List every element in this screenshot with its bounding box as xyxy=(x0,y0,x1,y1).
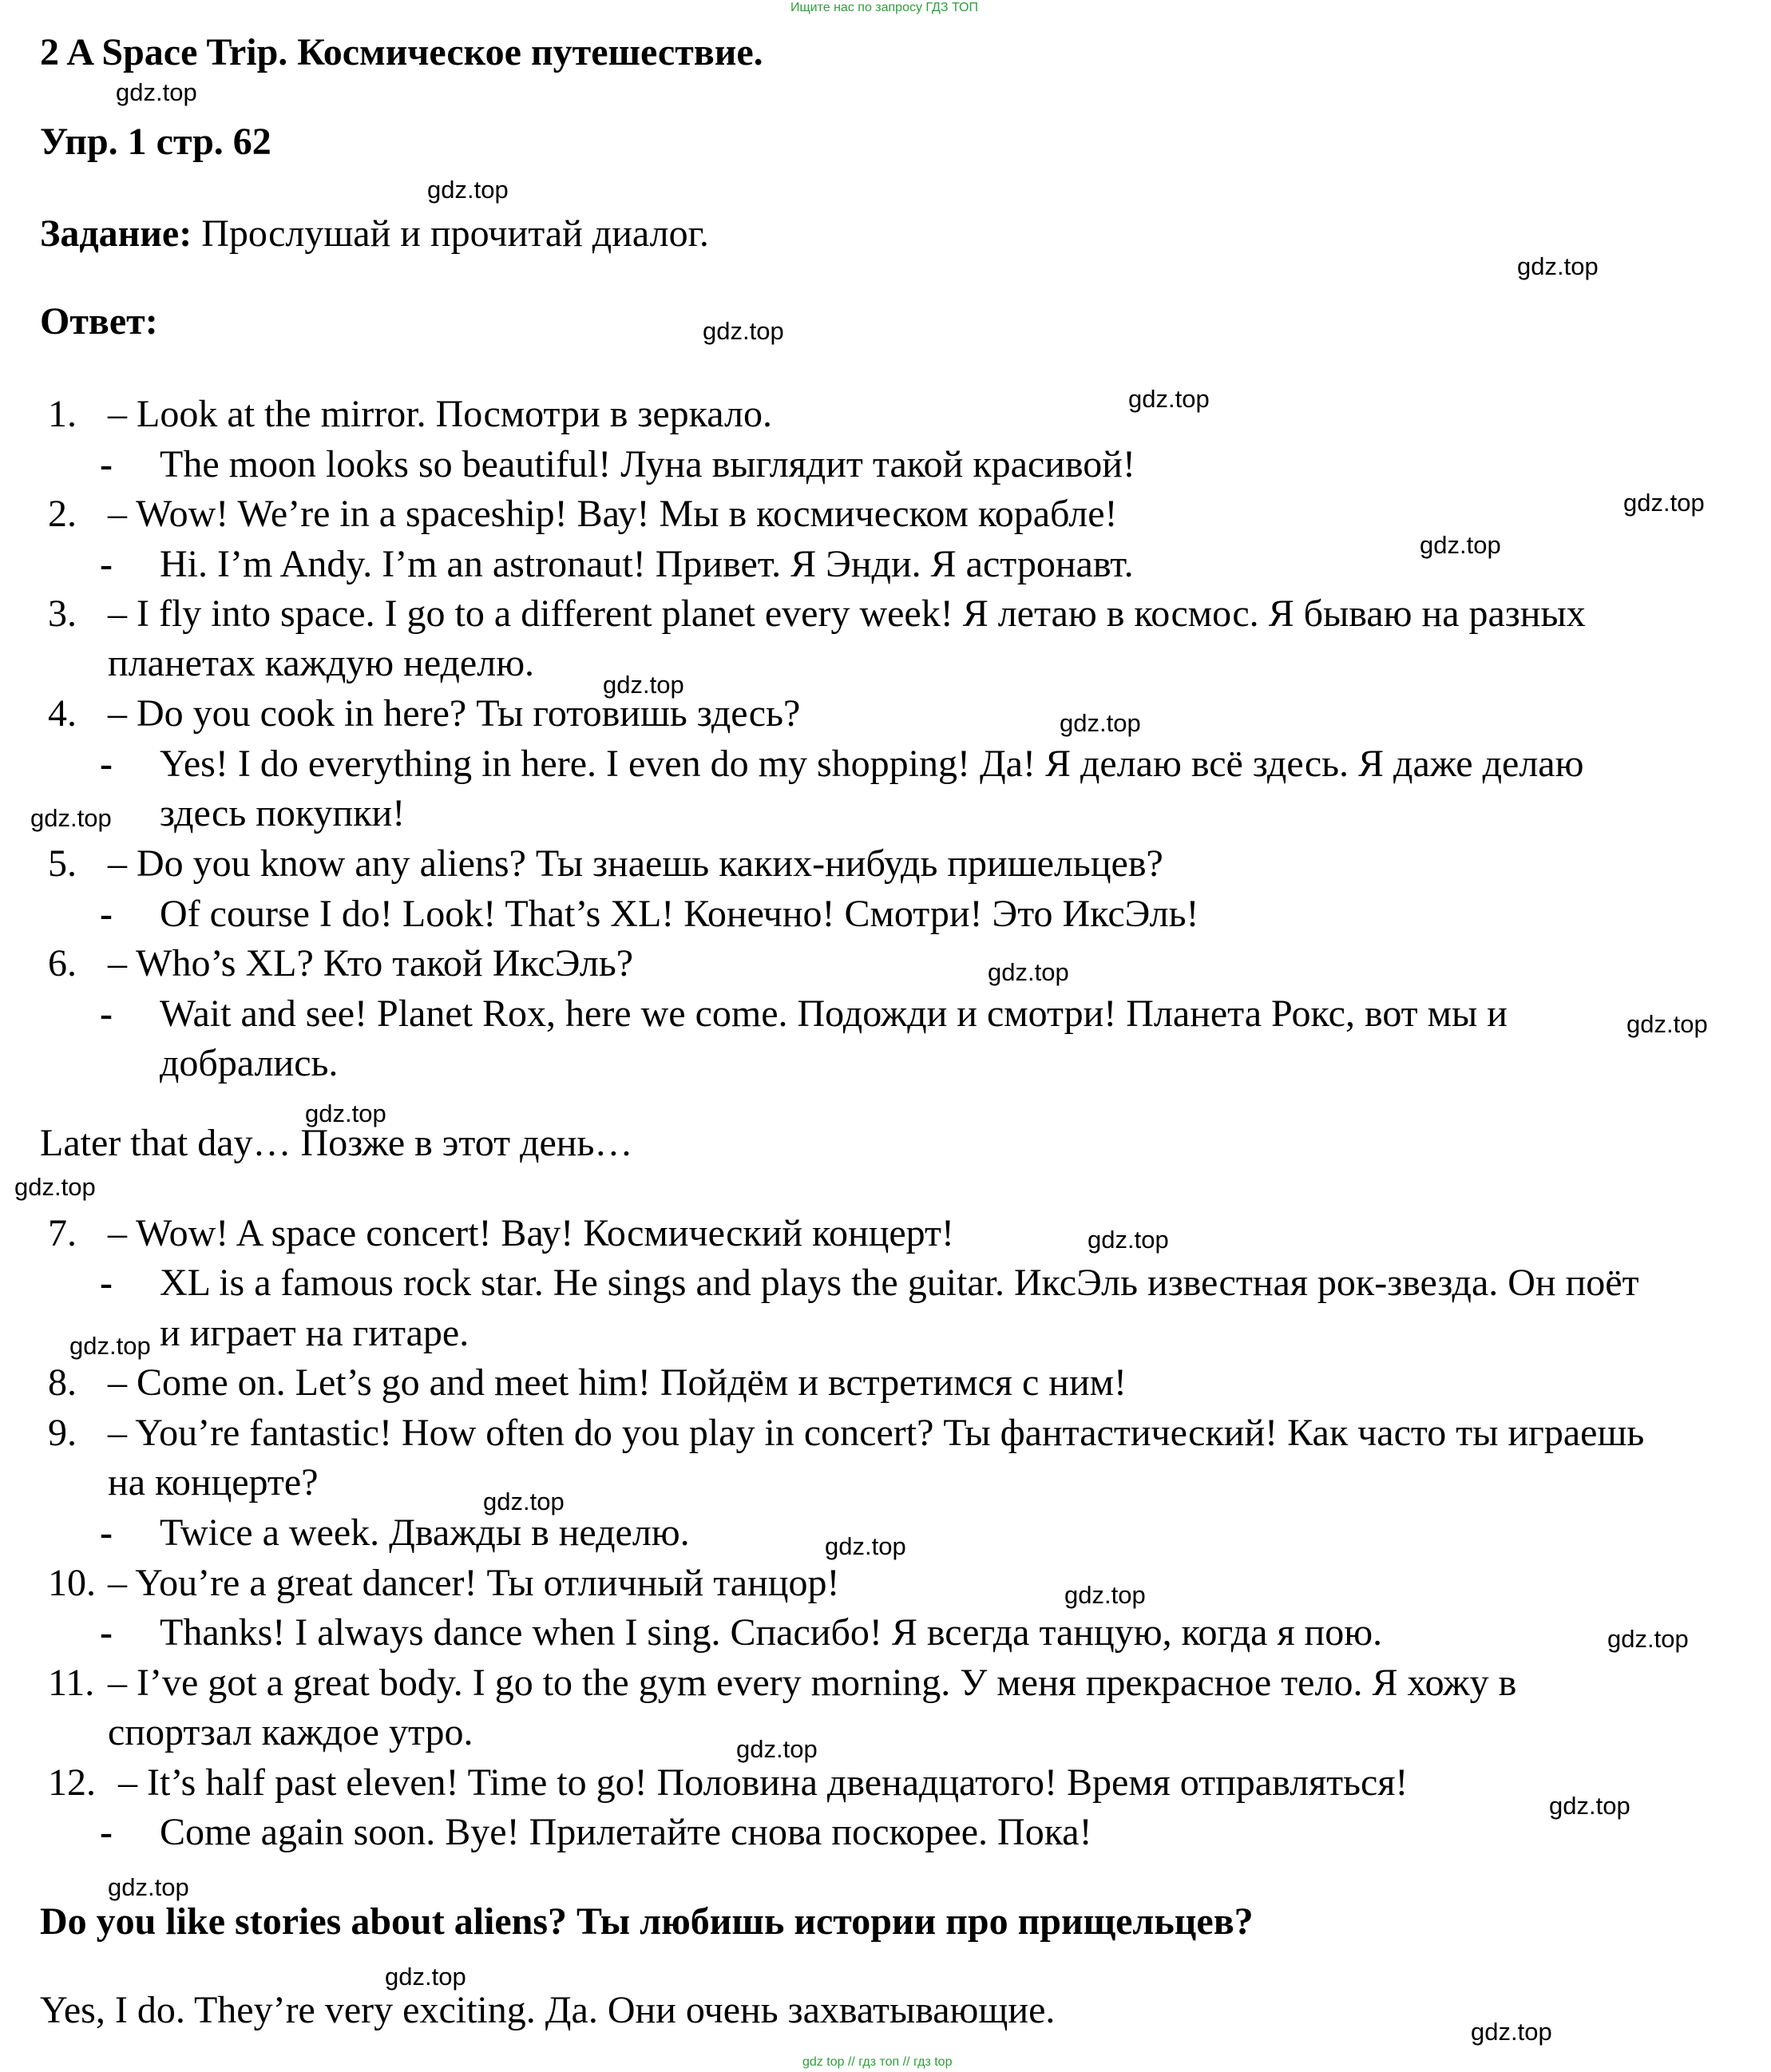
watermark: gdz.top xyxy=(1607,1625,1689,1653)
line-text-4: – Do you cook in here? Ты готовишь здесь? xyxy=(108,692,801,735)
watermark: gdz.top xyxy=(1623,489,1705,517)
line-text-7: – Wow! A space concert! Вау! Космический концерт! xyxy=(108,1212,955,1254)
watermark: gdz.top xyxy=(1517,252,1599,280)
watermark: gdz.top xyxy=(1088,1226,1169,1254)
watermark: gdz.top xyxy=(305,1099,386,1127)
watermark: gdz.top xyxy=(1128,385,1210,413)
watermark: gdz.top xyxy=(1549,1792,1630,1820)
line-text-6b: Wait and see! Planet Rox, here we come. Подожди и смотри! Планета Рокс, вот мы и xyxy=(160,992,1508,1035)
line-number-6: 6. xyxy=(48,942,77,984)
reply-dash: - xyxy=(100,1511,113,1554)
line-text-1b: The moon looks so beautiful! Луна выглядит такой красивой! xyxy=(160,443,1135,485)
line-text-3-cont: планетах каждую неделю. xyxy=(108,642,535,684)
task-text: Прослушай и прочитай диалог. xyxy=(201,212,709,255)
watermark: gdz.top xyxy=(603,671,684,699)
watermark: gdz.top xyxy=(988,958,1069,986)
line-text-9b: Twice a week. Дважды в неделю. xyxy=(160,1511,690,1554)
line-text-11-cont: спортзал каждое утро. xyxy=(108,1711,473,1753)
line-text-8: – Come on. Let’s go and meet him! Пойдём и встретимся с ним! xyxy=(108,1361,1127,1404)
line-number-9: 9. xyxy=(48,1412,77,1454)
line-number-12: 12. xyxy=(48,1761,96,1804)
reply-dash: - xyxy=(100,1611,113,1654)
task-line xyxy=(40,210,709,258)
watermark: gdz.top xyxy=(1420,531,1501,559)
scene-transition: Later that day… Позже в этот день… xyxy=(40,1122,633,1164)
page-title: 2 A Space Trip. Космическое путешествие. xyxy=(40,31,763,73)
watermark: gdz.top xyxy=(1060,709,1141,737)
top-banner[interactable]: Ищите нас по запросу ГДЗ ТОП xyxy=(790,1,978,14)
line-text-12b: Come again soon. Bye! Прилетайте снова поскорее. Пока! xyxy=(160,1811,1092,1853)
watermark: gdz.top xyxy=(736,1735,818,1763)
line-number-1: 1. xyxy=(48,393,77,435)
watermark: gdz.top xyxy=(1626,1010,1708,1038)
line-number-11: 11. xyxy=(48,1662,95,1704)
line-text-10: – You’re a great dancer! Ты отличный танцор! xyxy=(108,1562,840,1604)
reply-dash: - xyxy=(100,893,113,935)
watermark: gdz.top xyxy=(108,1873,189,1901)
line-text-9-cont: на концерте? xyxy=(108,1461,319,1503)
line-text-2b: Hi. I’m Andy. I’m an astronaut! Привет. Я Энди. Я астронавт. xyxy=(160,543,1134,585)
line-number-4: 4. xyxy=(48,692,77,735)
line-text-12: – It’s half past eleven! Time to go! Половина двенадцатого! Время отправляться! xyxy=(118,1761,1408,1804)
watermark: gdz.top xyxy=(30,804,112,832)
reply-dash: - xyxy=(100,992,113,1035)
line-number-7: 7. xyxy=(48,1212,77,1254)
question: Do you like stories about aliens? Ты любишь истории про прищельцев? xyxy=(40,1900,1254,1943)
reply-dash: - xyxy=(100,743,113,785)
watermark: gdz.top xyxy=(14,1173,96,1201)
reply-dash: - xyxy=(100,443,113,485)
line-text-5b: Of course I do! Look! That’s XL! Конечно! Смотри! Это ИксЭль! xyxy=(160,893,1199,935)
line-text-4b-cont: здесь покупки! xyxy=(160,792,406,834)
task-label: Задание: xyxy=(40,212,192,255)
line-number-5: 5. xyxy=(48,842,77,885)
answer-label: Ответ: xyxy=(40,300,158,343)
line-text-6: – Who’s XL? Кто такой ИксЭль? xyxy=(108,942,634,984)
line-text-2: – Wow! We’re in a spaceship! Вау! Мы в космическом корабле! xyxy=(108,493,1118,535)
line-text-6b-cont: добрались. xyxy=(160,1042,339,1084)
line-text-5: – Do you know any aliens? Ты знаешь каких-нибудь пришельцев? xyxy=(108,842,1163,885)
final-answer: Yes, I do. They’re very exciting. Да. Они очень захватывающие. xyxy=(40,1989,1056,2031)
watermark: gdz.top xyxy=(1471,2018,1552,2046)
line-number-3: 3. xyxy=(48,592,77,635)
reply-dash: - xyxy=(100,1811,113,1853)
line-text-1: – Look at the mirror. Посмотри в зеркало. xyxy=(108,393,772,435)
line-text-11: – I’ve got a great body. I go to the gym every morning. У меня прекрасное тело. Я хожу в xyxy=(108,1662,1517,1704)
watermark: gdz.top xyxy=(116,78,197,106)
watermark: gdz.top xyxy=(69,1332,151,1360)
exercise-label: Упр. 1 стр. 62 xyxy=(40,121,271,163)
watermark: gdz.top xyxy=(1064,1581,1146,1609)
watermark: gdz.top xyxy=(483,1488,565,1515)
watermark: gdz.top xyxy=(703,317,784,345)
bottom-banner[interactable]: gdz top // гдз топ // гдз top xyxy=(802,2055,953,2069)
reply-dash: - xyxy=(100,1262,113,1304)
line-text-9: – You’re fantastic! How often do you play in concert? Ты фантастический! Как часто ты играешь xyxy=(108,1412,1645,1454)
line-number-8: 8. xyxy=(48,1361,77,1404)
line-text-3: – I fly into space. I go to a different planet every week! Я летаю в космос. Я бываю на разных xyxy=(108,592,1586,635)
reply-dash: - xyxy=(100,543,113,585)
watermark: gdz.top xyxy=(427,176,509,204)
line-text-7b-cont: и играет на гитаре. xyxy=(160,1312,469,1354)
watermark: gdz.top xyxy=(825,1532,906,1560)
watermark: gdz.top xyxy=(385,1963,466,1991)
line-number-10: 10. xyxy=(48,1562,96,1604)
line-text-10b: Thanks! I always dance when I sing. Спасибо! Я всегда танцую, когда я пою. xyxy=(160,1611,1383,1654)
line-number-2: 2. xyxy=(48,493,77,535)
line-text-7b: XL is a famous rock star. He sings and plays the guitar. ИксЭль известная рок-звезда. Он поёт xyxy=(160,1262,1639,1304)
line-text-4b: Yes! I do everything in here. I even do my shopping! Да! Я делаю всё здесь. Я даже делаю xyxy=(160,743,1584,785)
